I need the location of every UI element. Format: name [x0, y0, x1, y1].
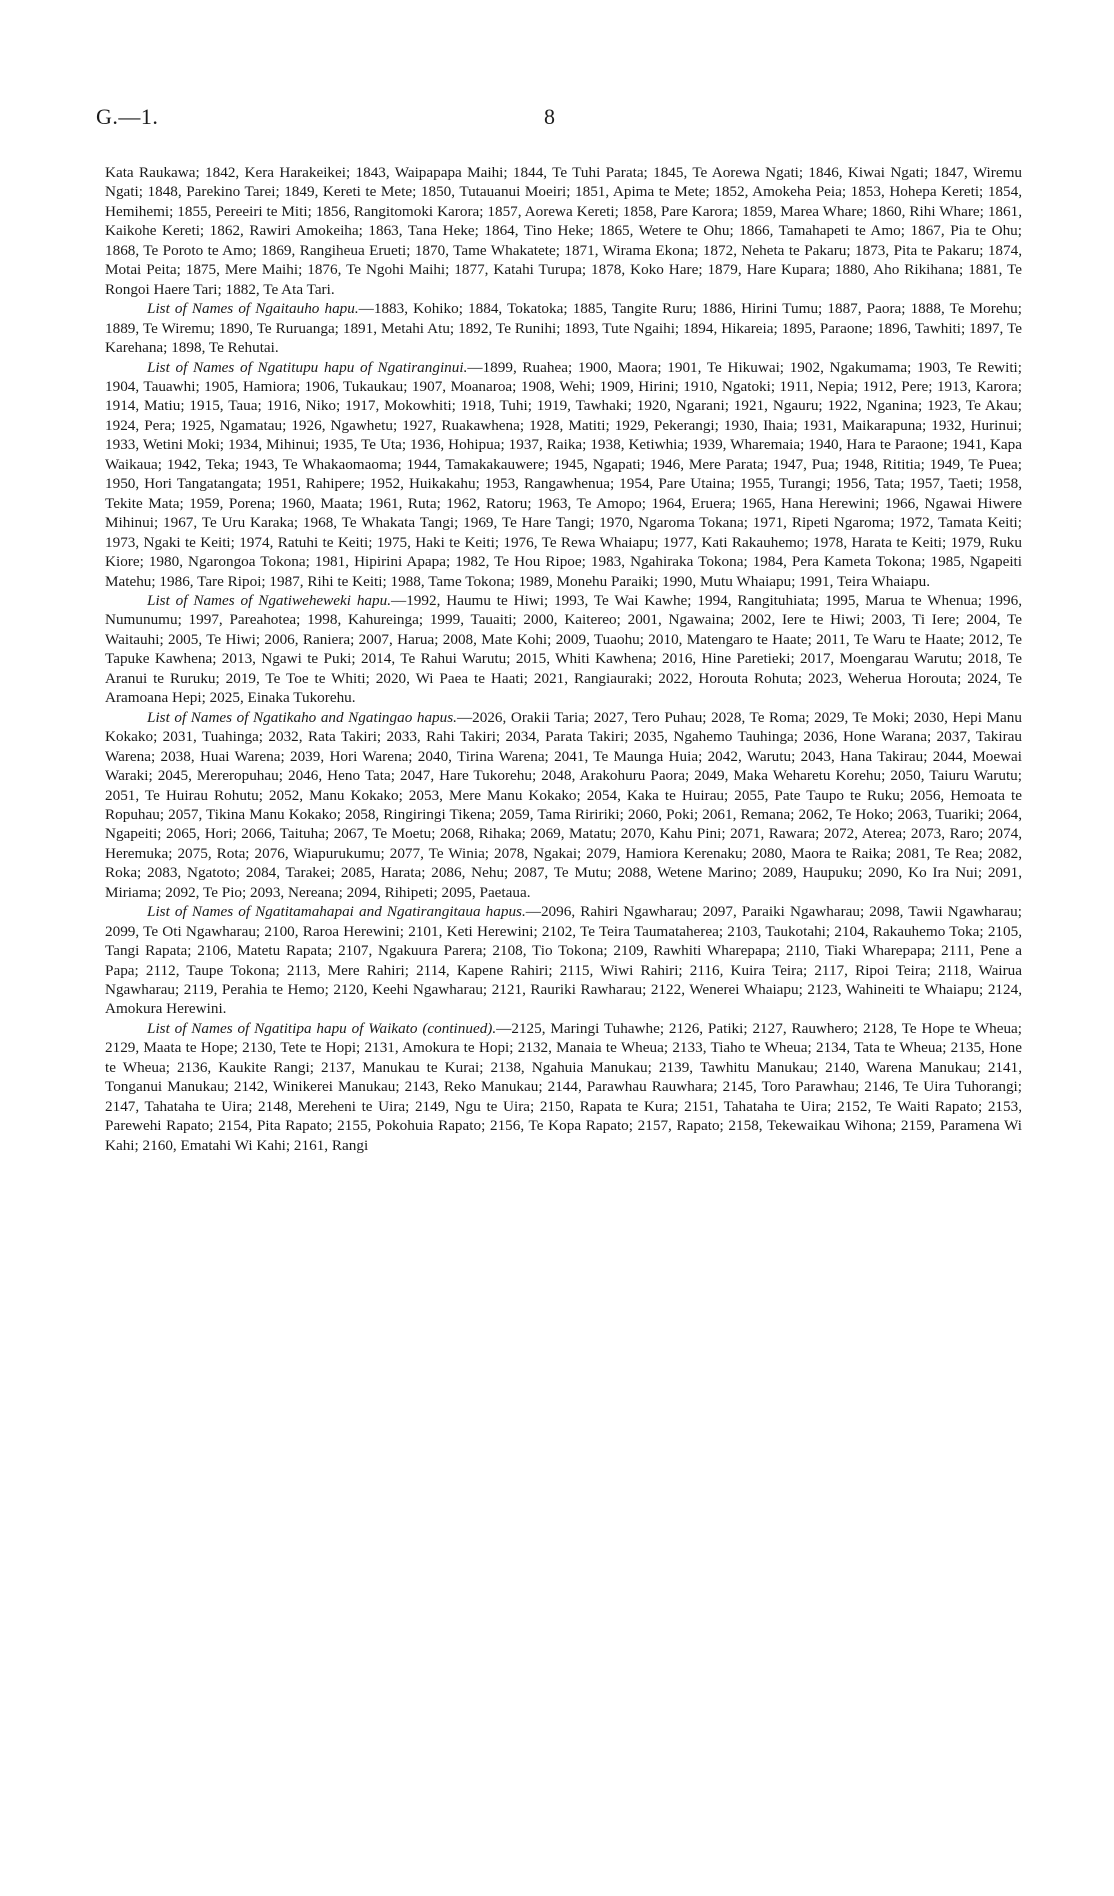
body-text	[105, 163, 1022, 1155]
paragraph-text: Kata Raukawa; 1842, Kera Harakeikei; 1843, Waipapapa Maihi; 1844, Te Tuhi Parata; 1845, Te Aorewa Ngati; 1846, Kiwai Ngati; 1847, Wiremu Ngati; 1848, Parekino Tarei; 1849, Kereti te Mete; 1850, Tutauanui Moeiri; 1851, Apima te Mete; 1852, Amokeha Peia; 1853, Hohepa Kereti; 1854, Hemihemi; 1855, Pereeiri te Miti; 1856, Rangitomoki Karora; 1857, Aorewa Kereti; 1858, Pare Karora; 1859, Marea Whare; 1860, Rihi Whare; 1861, Kaikohe Kereti; 1862, Rawiri Amokeiha; 1863, Tana Heke; 1864, Tino Heke; 1865, Wetere te Ohu; 1866, Tamahapeti te Amo; 1867, Pia te Ohu; 1868, Te Poroto te Amo; 1869, Rangiheua Erueti; 1870, Tame Whakatete; 1871, Wirama Ekona; 1872, Neheta te Pakaru; 1873, Pita te Pakaru; 1874, Motai Peita; 1875, Mere Maihi; 1876, Te Ngohi Maihi; 1877, Katahi Turupa; 1878, Koko Hare; 1879, Hare Kupara; 1880, Aho Rikihana; 1881, Te Rongoi Haere Tari; 1882, Te Ata Tari.	[105, 164, 1022, 298]
section-ngatiweheweki	[105, 591, 1022, 708]
section-title: List of Names of Ngatiweheweki hapu.	[147, 591, 392, 609]
section-title: List of Names of Ngatitupu hapu of Ngatiranginui.	[147, 358, 468, 376]
section-ngatitupu	[105, 358, 1022, 591]
section-title: List of Names of Ngatitamahapai and Ngatirangitaua hapus.	[147, 903, 526, 921]
section-text: —1899, Ruahea; 1900, Maora; 1901, Te Hikuwai; 1902, Ngakumama; 1903, Te Rewiti; 1904, Tauawhi; 1905, Hamiora; 1906, Tukaukau; 1907, Moanaroa; 1908, Wehi; 1909, Hirini; 1910, Ngatoki; 1911, Nepia; 1912, Pere; 1913, Karora; 1914, Matiu; 1915, Taua; 1916, Niko; 1917, Mokowhiti; 1918, Tuhi; 1919, Tawhaki; 1920, Ngarani; 1921, Ngauru; 1922, Nganina; 1923, Te Akau; 1924, Pera; 1925, Ngamatau; 1926, Ngawhetu; 1927, Ruakawhena; 1928, Matiti; 1929, Pekerangi; 1930, Ihaia; 1931, Maikarapuna; 1932, Hurinui; 1933, Wetini Moki; 1934, Mihinui; 1935, Te Uta; 1936, Hohipua; 1937, Raika; 1938, Ketiwhia; 1939, Wharemaia; 1940, Hara te Paraone; 1941, Kapa Waikaua; 1942, Teka; 1943, Te Whakaomaoma; 1944, Tamakakauwere; 1945, Ngapati; 1946, Mere Parata; 1947, Pua; 1948, Rititia; 1949, Te Puea; 1950, Hori Tangatangata; 1951, Rahipere; 1952, Huikakahu; 1953, Rangawhenua; 1954, Pare Utaina; 1955, Turangi; 1956, Tata; 1957, Taeti; 1958, Tekite Mata; 1959, Porena; 1960, Maata; 1961, Ruta; 1962, Ratoru; 1963, Te Amopo; 1964, Eruera; 1965, Hana Herewini; 1966, Ngawai Hiwere Mihinui; 1967, Te Uru Karaka; 1968, Te Whakata Tangi; 1969, Te Hare Tangi; 1970, Ngaroma Tokana; 1971, Ripeti Ngaroma; 1972, Tamata Keiti; 1973, Ngaki te Keiti; 1974, Ratuhi te Keiti; 1975, Haki te Keiti; 1976, Te Rewa Whaiapu; 1977, Kati Rakauhemo; 1978, Harata te Keiti; 1979, Ruku Kiore; 1980, Ngarongoa Tokona; 1981, Hipirini Apapa; 1982, Te Hou Ripoe; 1983, Ngahiraka Tokona; 1984, Pera Kameta Tokona; 1985, Ngapeiti Matehu; 1986, Tare Ripoi; 1987, Rihi te Keiti; 1988, Tame Tokona; 1989, Monehu Paraiki; 1990, Mutu Whaiapu; 1991, Teira Whaiapu.	[105, 358, 1022, 590]
page-number: 8	[544, 104, 555, 129]
section-text: —1883, Kohiko; 1884, Tokatoka; 1885, Tangite Ruru; 1886, Hirini Tumu; 1887, Paora; 1888, Te Morehu; 1889, Te Wiremu; 1890, Te Ruruanga; 1891, Metahi Atu; 1892, Te Runihi; 1893, Tute Ngaihi; 1894, Hikareia; 1895, Paraone; 1896, Tawhiti; 1897, Te Karehana; 1898, Te Rehutai.	[105, 300, 1022, 357]
paragraph-continued	[105, 163, 1022, 299]
document-reference: G.—1.	[96, 104, 159, 129]
page-header	[96, 104, 1016, 134]
section-title: List of Names of Ngaitauho hapu.	[147, 300, 359, 318]
section-title: List of Names of Ngatikaho and Ngatingao hapus.	[147, 708, 457, 726]
section-ngatitamahapai	[105, 902, 1022, 1019]
section-text: —2125, Maringi Tuhawhe; 2126, Patiki; 2127, Rauwhero; 2128, Te Hope te Wheua; 2129, Maata te Hope; 2130, Tete te Hopi; 2131, Amokura te Hopi; 2132, Manaia te Wheua; 2133, Tiaho te Wheua; 2134, Tata te Wheua; 2135, Hone te Wheua; 2136, Kaukite Rangi; 2137, Manukau te Kurai; 2138, Ngahuia Manukau; 2139, Tawhitu Manukau; 2140, Warena Manukau; 2141, Tonganui Manukau; 2142, Winikerei Manukau; 2143, Reko Manukau; 2144, Parawhau Rauwhara; 2145, Toro Parawhau; 2146, Te Uira Tuhorangi; 2147, Tahataha te Uira; 2148, Mereheni te Uira; 2149, Ngu te Uira; 2150, Rapata te Kura; 2151, Tahataha te Uira; 2152, Te Waiti Rapato; 2153, Parewehi Rapato; 2154, Pita Rapato; 2155, Pokohuia Rapato; 2156, Te Kopa Rapato; 2157, Rapato; 2158, Tekewaikau Wihona; 2159, Paramena Wi Kahi; 2160, Ematahi Wi Kahi; 2161, Rangi	[105, 1019, 1023, 1154]
section-title: List of Names of Ngatitipa hapu of Waikato (continued).	[147, 1019, 497, 1037]
section-text: —2026, Orakii Taria; 2027, Tero Puhau; 2028, Te Roma; 2029, Te Moki; 2030, Hepi Manu Kokako; 2031, Tuahinga; 2032, Rata Takiri; 2033, Rahi Takiri; 2034, Parata Takiri; 2035, Ngahemo Tauhinga; 2036, Hone Warana; 2037, Takirau Warena; 2038, Huai Warena; 2039, Hori Warena; 2040, Tirina Warena; 2041, Te Maunga Huia; 2042, Warutu; 2043, Hana Takirau; 2044, Moewai Waraki; 2045, Mereropuhau; 2046, Heno Tata; 2047, Hare Tukorehu; 2048, Arakohuru Paora; 2049, Maka Weharetu Korehu; 2050, Taiuru Warutu; 2051, Te Huirau Rohutu; 2052, Manu Kokako; 2053, Mere Manu Kokako; 2054, Kaka te Huirau; 2055, Pate Taupo te Ruku; 2056, Hemoata te Ropuhau; 2057, Tikina Manu Kokako; 2058, Ringiringi Tikena; 2059, Tama Riririki; 2060, Poki; 2061, Remana; 2062, Te Hoko; 2063, Tuariki; 2064, Ngapeiti; 2065, Hori; 2066, Taituha; 2067, Te Moetu; 2068, Rihaka; 2069, Matatu; 2070, Kahu Pini; 2071, Rawara; 2072, Aterea; 2073, Raro; 2074, Heremuka; 2075, Rota; 2076, Wiapurukumu; 2077, Te Winia; 2078, Ngakai; 2079, Hamiora Kerenaku; 2080, Maora te Raika; 2081, Te Rea; 2082, Roka; 2083, Ngatoto; 2084, Tarakei; 2085, Harata; 2086, Nehu; 2087, Te Mutu; 2088, Wetene Marino; 2089, Haupuku; 2090, Ko Ira Nui; 2091, Miriama; 2092, Te Pio; 2093, Nereana; 2094, Rihipeti; 2095, Paetaua.	[105, 708, 1022, 901]
section-ngatikaho-ngatingao	[105, 708, 1022, 903]
section-text: —1992, Haumu te Hiwi; 1993, Te Wai Kawhe; 1994, Rangituhiata; 1995, Marua te Whenua; 1996, Numunumu; 1997, Pareahotea; 1998, Kahureinga; 1999, Tauaiti; 2000, Kaitereo; 2001, Ngawaina; 2002, Iere te Hiwi; 2003, Ti Iere; 2004, Te Waitauhi; 2005, Te Hiwi; 2006, Raniera; 2007, Harua; 2008, Mate Kohi; 2009, Tuaohu; 2010, Matengaro te Haate; 2011, Te Waru te Haate; 2012, Te Tapuke Kawhena; 2013, Ngawi te Puki; 2014, Te Rahui Warutu; 2015, Whiti Kawhena; 2016, Hine Paretieki; 2017, Moengarau Warutu; 2018, Te Aranui te Ruruku; 2019, Te Toe te Whiti; 2020, Wi Paea te Haati; 2021, Rangiauraki; 2022, Horouta Rohuta; 2023, Weherua Horouta; 2024, Te Aramoana Hepi; 2025, Einaka Tukorehu.	[105, 591, 1022, 707]
section-text: —2096, Rahiri Ngawharau; 2097, Paraiki Ngawharau; 2098, Tawii Ngawharau; 2099, Te Oti Ngawharau; 2100, Raroa Herewini; 2101, Keti Herewini; 2102, Te Teira Taumataherea; 2103, Taukotahi; 2104, Rakauhemo Toka; 2105, Tangi Rapata; 2106, Matetu Rapata; 2107, Ngakuura Parera; 2108, Tio Tokona; 2109, Rawhiti Wharepapa; 2110, Tiaki Wharepapa; 2111, Pene a Papa; 2112, Taupe Tokona; 2113, Mere Rahiri; 2114, Kapene Rahiri; 2115, Wiwi Rahiri; 2116, Kuira Teira; 2117, Ripoi Teira; 2118, Wairua Ngawharau; 2119, Perahia te Hemo; 2120, Keehi Ngawharau; 2121, Rauriki Rawharau; 2122, Wenerei Whaiapu; 2123, Wahineiti te Whaiapu; 2124, Amokura Herewini.	[105, 903, 1022, 1018]
section-ngatitipa	[105, 1019, 1022, 1155]
section-ngaitauho	[105, 299, 1022, 357]
